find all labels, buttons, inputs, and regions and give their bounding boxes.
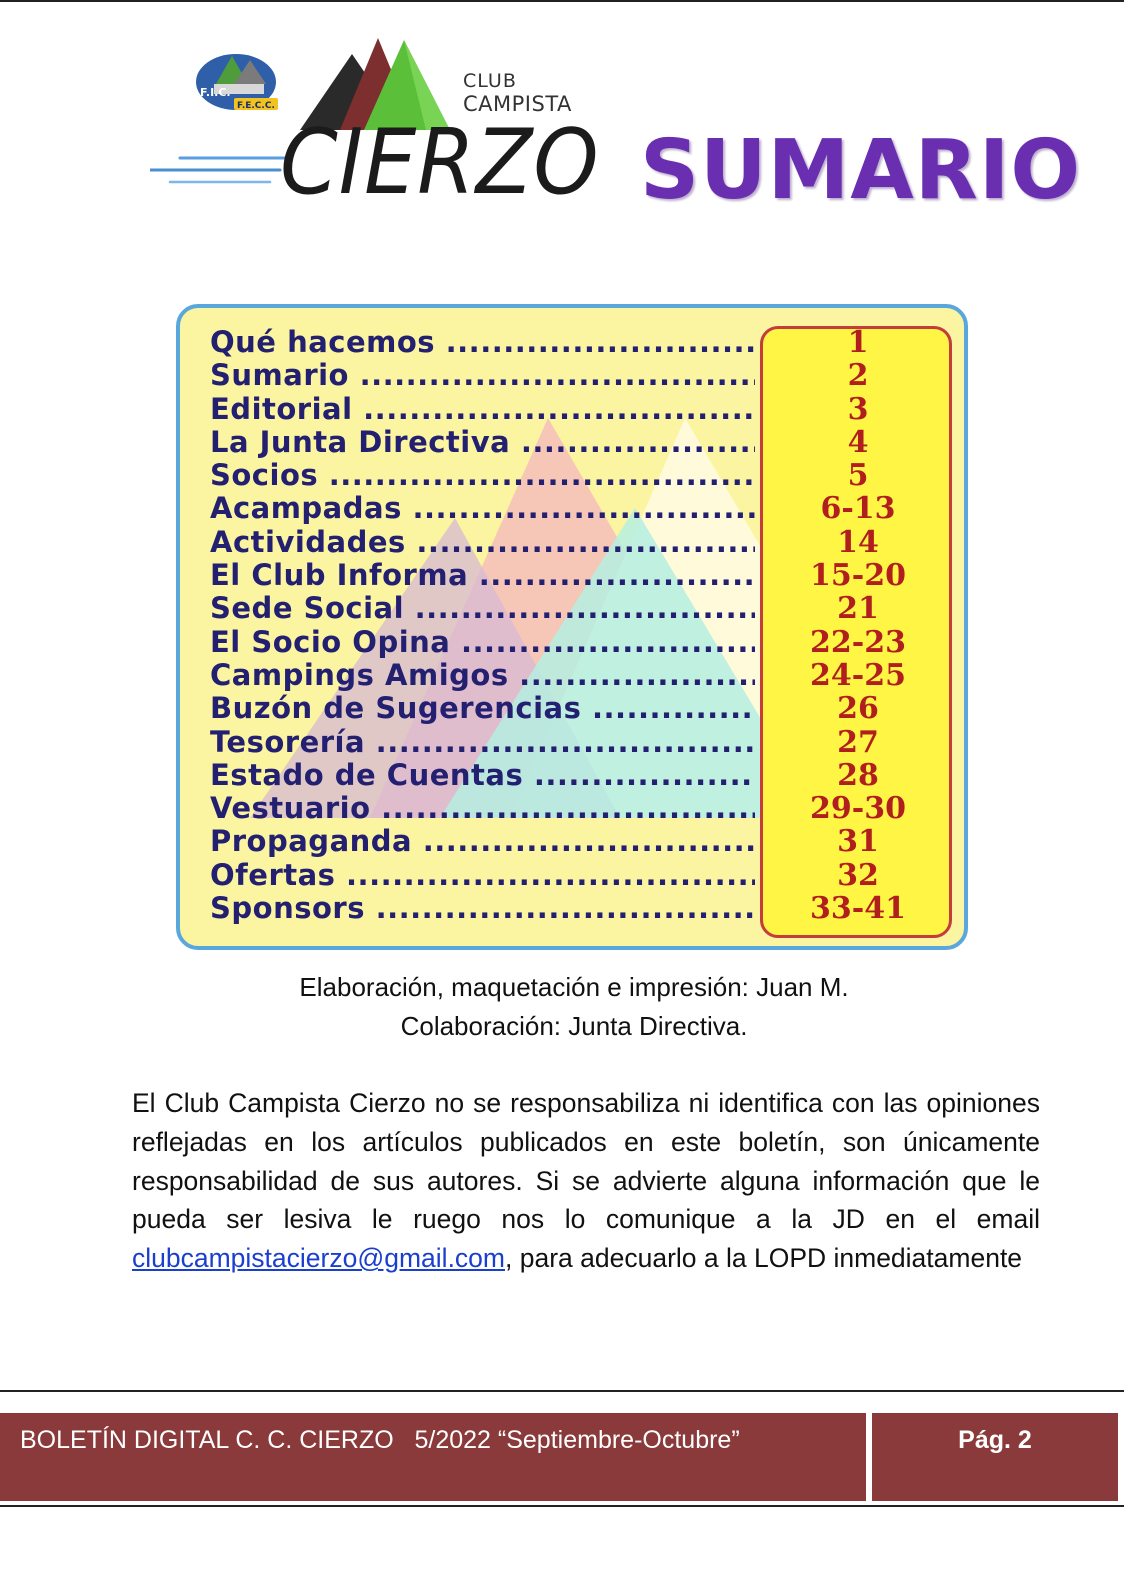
toc-entry [210,492,940,525]
fic-fecc-badge-logo [194,44,284,114]
disclaimer-text: El Club Campista Cierzo no se responsabiliza ni identifica con las opiniones reflejadas en los artículos publicados en este boletín, son únicamente responsabilidad de sus autores. Si se advierte alguna información que le pueda ser lesiva le ruego nos lo comunique a la JD en el email [132,1088,1040,1235]
toc-entry [210,659,940,692]
toc-entry [210,426,940,459]
toc-entry-page: 14 [837,524,879,560]
toc-entry [210,726,940,759]
toc-entry [210,326,940,359]
toc-entry [210,792,940,825]
toc-entry-title: Sponsors ..... [210,892,755,925]
toc-entry-page: 15-20 [810,558,906,594]
footer-top-rule [0,1390,1124,1392]
toc-entry-page: 28 [837,757,879,793]
toc-entry-title: Ofertas ..... [210,859,755,892]
toc-entry-title: Estado de Cuentas ..... [210,759,755,792]
toc-entry-page: 3 [847,391,869,427]
toc-entry-title: El Socio Opina ..... [210,626,755,659]
toc-entry [210,825,940,858]
toc-entry [210,459,940,492]
wind-lines-logo [150,130,290,200]
toc-entry-page: 33-41 [810,891,906,927]
toc-entry-page: 31 [837,824,879,860]
toc-entry-title: Qué hacemos ..... [210,326,755,359]
toc-entry-page: 5 [847,458,869,494]
toc-entry-page: 27 [837,724,879,760]
footer-bottom-rule [0,1505,1124,1507]
toc-entry-title: La Junta Directiva ..... [210,426,755,459]
page-title: SUMARIO [640,123,1082,218]
top-border [0,0,1124,2]
toc-list [210,326,940,925]
toc-entry-page: 6-13 [820,491,896,527]
table-of-contents [176,304,968,950]
credits-line-2: Colaboración: Junta Directiva. [400,1011,748,1041]
toc-entry [210,592,940,625]
toc-entry-title: Socios ..... [210,459,755,492]
disclaimer-text-end: , para adecuarlo a la LOPD inmediatamente [505,1243,1023,1274]
toc-entry [210,393,940,426]
campista-label: CAMPISTA [463,92,572,116]
toc-entry-title: Vestuario ..... [210,792,755,825]
toc-entry-page: 4 [847,424,869,460]
toc-entry-title: Buzón de Sugerencias ..... [210,692,755,725]
toc-entry-title: El Club Informa ..... [210,559,755,592]
disclaimer-paragraph [132,1084,1040,1278]
toc-entry [210,892,940,925]
toc-entry [210,759,940,792]
toc-entry-page: 22-23 [810,624,906,660]
toc-entry [210,526,940,559]
toc-entry-page: 29-30 [810,791,906,827]
toc-entry-title: Editorial ..... [210,393,755,426]
email-link[interactable]: clubcampistacierzo@gmail.com [132,1243,505,1274]
footer-page-number: Pág. 2 [958,1426,1032,1454]
toc-entry-page: 2 [847,358,869,394]
toc-entry [210,692,940,725]
toc-entry [210,859,940,892]
toc-entry-page: 24-25 [810,657,906,693]
toc-entry [210,559,940,592]
toc-entry-page: 1 [847,325,869,360]
footer-title: BOLETÍN DIGITAL C. C. CIERZO 5/2022 “Septiembre-Octubre” [20,1426,740,1454]
cierzo-wordmark: CIERZO [280,110,600,215]
toc-entry-title: Tesorería ..... [210,726,755,759]
toc-entry-page: 32 [837,857,879,893]
toc-entry-page: 26 [837,691,879,727]
club-label: CLUB [463,70,517,92]
toc-entry [210,359,940,392]
badge-text-bottom: F.E.C.C. [237,101,275,111]
badge-text-top: F.I.C. [200,86,231,99]
toc-entry-title: Actividades ..... [210,526,755,559]
toc-entry-title: Campings Amigos ..... [210,659,755,692]
toc-entry-title: Sede Social ..... [210,592,755,625]
toc-entry-title: Propaganda ..... [210,825,755,858]
toc-entry-title: Acampadas ..... [210,492,755,525]
toc-entry [210,626,940,659]
toc-entry-page: 21 [837,591,879,627]
toc-entry-title: Sumario ..... [210,359,755,392]
credits-line-1: Elaboración, maquetación e impresión: Juan M. [299,972,849,1002]
